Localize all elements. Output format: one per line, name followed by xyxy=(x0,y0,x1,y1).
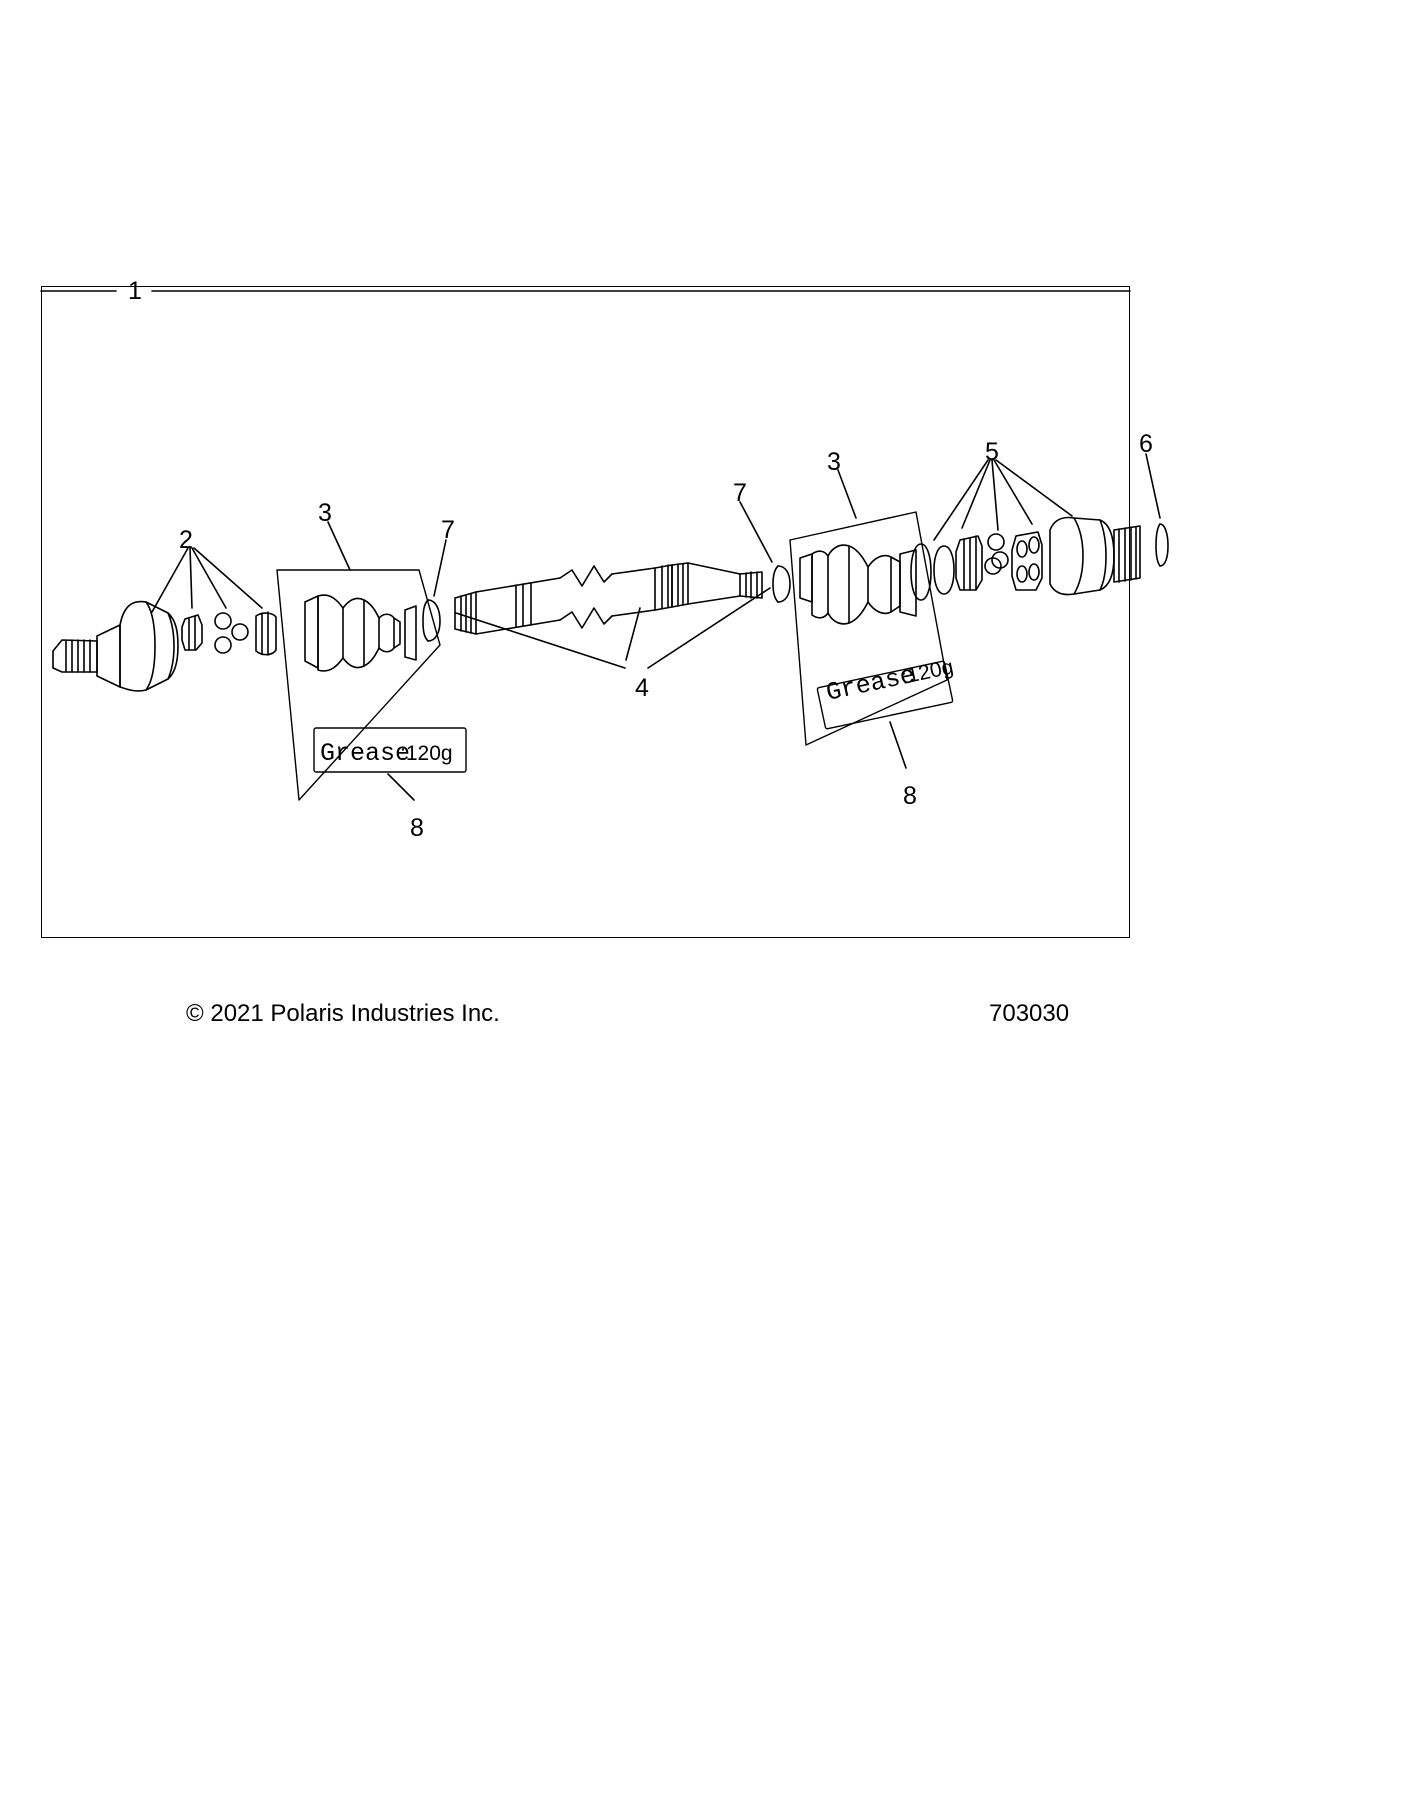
callout-4: 4 xyxy=(635,674,649,702)
callout-2: 2 xyxy=(179,526,193,554)
callout-3-right: 3 xyxy=(827,448,841,476)
callout-1: 1 xyxy=(128,277,142,305)
leader-6 xyxy=(1146,454,1160,518)
svg-text::120g: :120g xyxy=(400,742,453,765)
callout-6: 6 xyxy=(1139,430,1153,458)
svg-text::120g: :120g xyxy=(899,655,956,689)
callout-8-left: 8 xyxy=(410,814,424,842)
callout-3-left: 3 xyxy=(318,499,332,527)
callout-7-left: 7 xyxy=(441,516,455,544)
grease-label-left-text: Grease xyxy=(320,739,411,768)
part-number: 703030 xyxy=(989,1000,1070,1027)
callout-8-right: 8 xyxy=(903,782,917,810)
copyright-notice: © 2021 Polaris Industries Inc. xyxy=(186,1000,500,1027)
grease-label-right-text: Grease xyxy=(823,660,918,708)
diagram-border xyxy=(41,286,1130,938)
callout-5: 5 xyxy=(985,438,999,466)
callout-7-right: 7 xyxy=(733,479,747,507)
